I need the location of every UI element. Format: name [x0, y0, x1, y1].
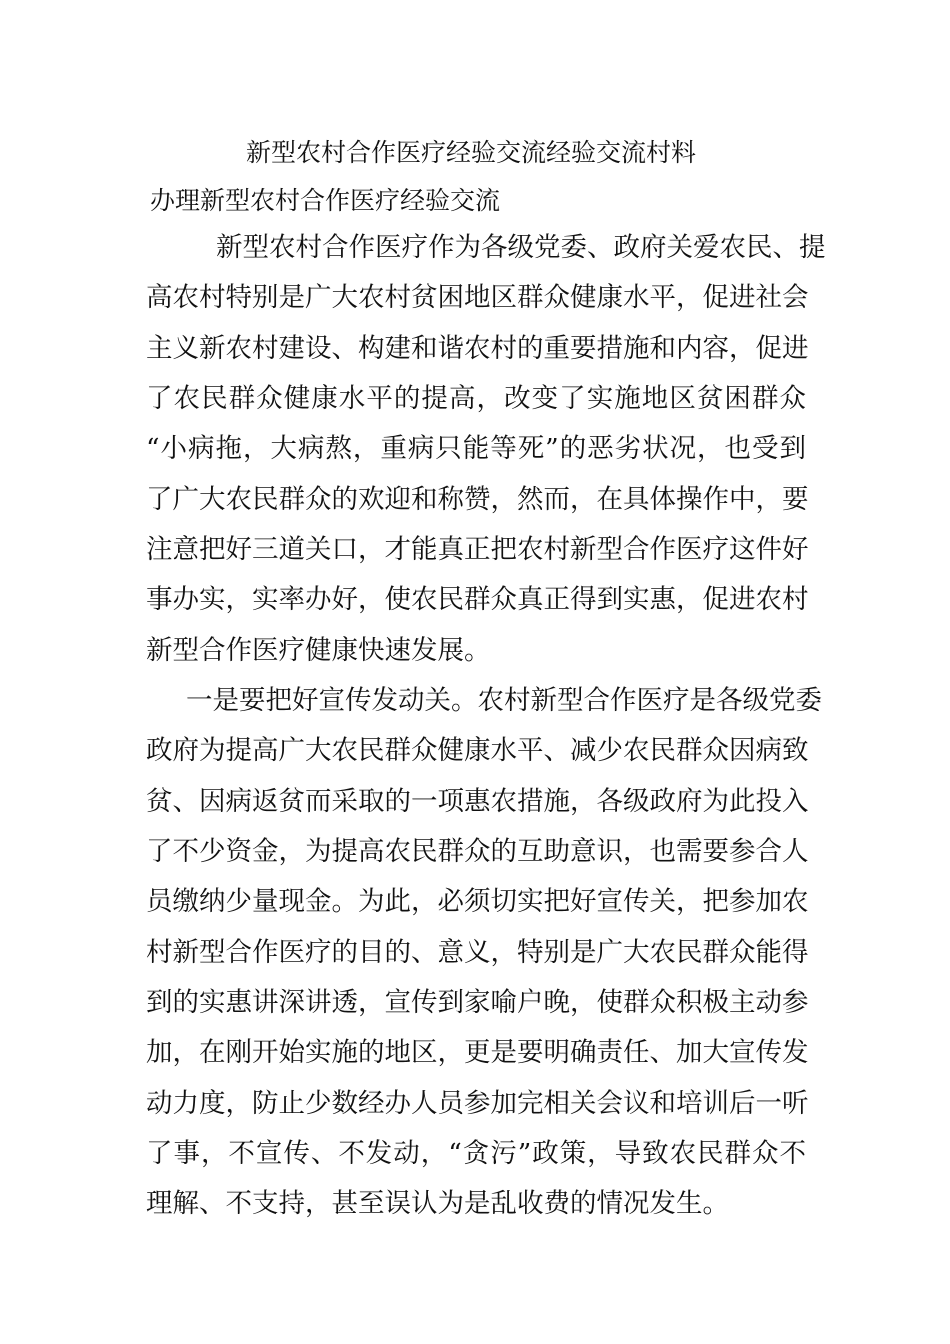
document-title: 新型农村合作医疗经验交流经验交流村料: [246, 138, 697, 167]
paragraph-line: 一是要把好宣传发动关。农村新型合作医疗是各级党委: [186, 685, 822, 716]
paragraph-line: 贫、因病返贫而采取的一项惠农措施，各级政府为此投入: [146, 786, 809, 817]
paragraph-line: 主义新农村建设、构建和谐农村的重要措施和内容，促进: [146, 333, 809, 364]
paragraph-line: 了事，不宣传、不发动，“贪污”政策，导致农民群众不: [146, 1138, 806, 1169]
paragraph-line: “小病拖，大病熬，重病只能等死”的恶劣状况，也受到: [146, 433, 806, 464]
paragraph-line: 了不少资金，为提高农民群众的互助意识，也需要参合人: [146, 836, 809, 867]
document-subtitle: 办理新型农村合作医疗经验交流: [150, 186, 501, 215]
paragraph-line: 了农民群众健康水平的提高，改变了实施地区贫困群众: [146, 383, 806, 414]
paragraph-line: 员缴纳少量现金。为此，必须切实把好宣传关，把参加农: [146, 886, 809, 917]
paragraph-line: 事办实，实率办好，使农民群众真正得到实惠，促进农村: [146, 584, 809, 615]
paragraph-line: 政府为提高广大农民群众健康水平、减少农民群众因病致: [146, 735, 809, 766]
paragraph-line: 村新型合作医疗的目的、意义，特别是广大农民群众能得: [146, 937, 809, 968]
paragraph-line: 新型农村合作医疗作为各级党委、政府关爱农民、提: [216, 232, 826, 263]
paragraph-line: 到的实惠讲深讲透，宣传到家喻户晚，使群众积极主动参: [146, 987, 809, 1018]
paragraph-line: 了广大农民群众的欢迎和称赞，然而，在具体操作中，要: [146, 484, 809, 515]
paragraph-line: 高农村特别是广大农村贫困地区群众健康水平，促进社会: [146, 282, 809, 313]
paragraph-line: 注意把好三道关口，才能真正把农村新型合作医疗这件好: [146, 534, 809, 565]
paragraph-line: 理解、不支持，甚至误认为是乱收费的情况发生。: [146, 1188, 729, 1219]
paragraph-line: 加，在刚开始实施的地区，更是要明确责任、加大宣传发: [146, 1037, 809, 1068]
paragraph-line: 新型合作医疗健康快速发展。: [146, 635, 491, 666]
paragraph-line: 动力度，防止少数经办人员参加完相关会议和培训后一听: [146, 1088, 809, 1119]
